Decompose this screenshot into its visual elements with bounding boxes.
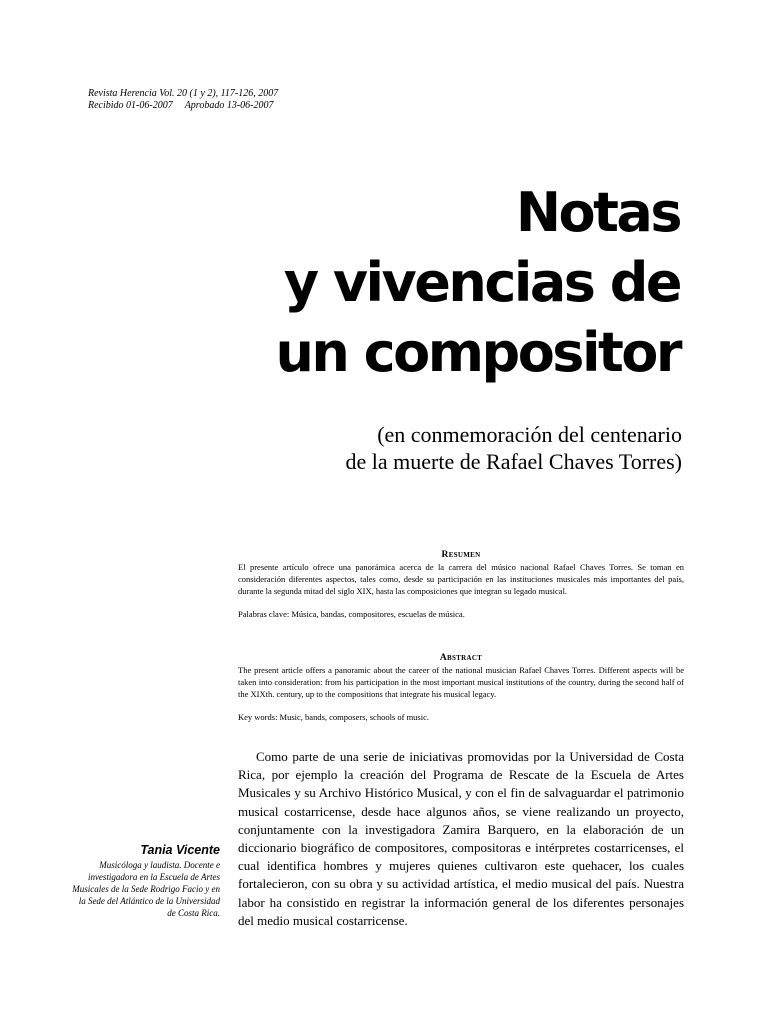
abstract-section (238, 652, 684, 723)
journal-dates (88, 100, 278, 112)
author-note (72, 843, 220, 919)
author-name: Tania Vicente (140, 843, 220, 857)
subtitle-line-1: (en conmemoración del centenario (377, 422, 682, 447)
resumen-keywords: Palabras clave: Música, bandas, compositores, escuelas de música. (238, 609, 465, 619)
received-date: Recibido 01-06-2007 (88, 100, 173, 111)
title-line-2: y vivencias de (283, 251, 680, 314)
body-paragraph: Como parte de una serie de iniciativas promovidas por la Universidad de Costa Rica, por ejemplo la creación del Programa de Rescate de la Escuela de Artes Musicales y su Archivo Histórico Musical, y con el fin de salvaguardar el patrimonio musical costarricense, desde hace algunos años, se viene realizando un proyecto, conjuntamente con la investigadora Zamira Barquero, en la elaboración de un diccionario biográfico de compositores, compositoras e intérpretes costarricenses, el cual identifica hombres y mujeres quienes cultivaron este quehacer, los cuales fortalecieron, con su obra y su actividad artística, el medio musical del país. Nuestra labor ha consistido en registrar la información general de los diferentes personajes del medio musical costarricense. (238, 749, 684, 928)
resumen-section (238, 549, 684, 620)
journal-header (88, 88, 278, 112)
subtitle-line-2: de la muerte de Rafael Chaves Torres) (345, 449, 682, 474)
article-title (180, 178, 680, 388)
approved-date: Aprobado 13-06-2007 (184, 100, 274, 111)
abstract-heading: Abstract (439, 653, 483, 663)
abstract-keywords: Key words: Music, bands, composers, schools of music. (238, 712, 429, 722)
title-line-3: un compositor (275, 321, 680, 384)
title-line-1: Notas (515, 181, 680, 244)
resumen-text: El presente artículo ofrece una panorámica acerca de la carrera del músico nacional Rafael Chaves Torres. Se toman en consideración diferentes aspectos, tales como, desde su participación en las instituciones musicales más importantes del país, durante la segunda mitad del siglo XIX, hasta las composiciones que integran su legado musical. (238, 562, 684, 596)
resumen-heading: Resumen (441, 550, 481, 560)
abstract-text: The present article offers a panoramic about the career of the national musician Rafael Chaves Torres. Different aspects will be taken into consideration: from his participation in the most important musical institutions of the country, during the second half of the XIXth. century, up to the compositions that integrate his musical legacy. (238, 665, 684, 699)
article-subtitle (162, 421, 682, 475)
author-bio: Musicóloga y laudista. Docente e investigadora en la Escuela de Artes Musicales de la Sede Rodrigo Facio y en la Sede del Atlántico de la Universidad de Costa Rica. (72, 860, 220, 918)
journal-citation: Revista Herencia Vol. 20 (1 y 2), 117-126, 2007 (88, 88, 279, 99)
